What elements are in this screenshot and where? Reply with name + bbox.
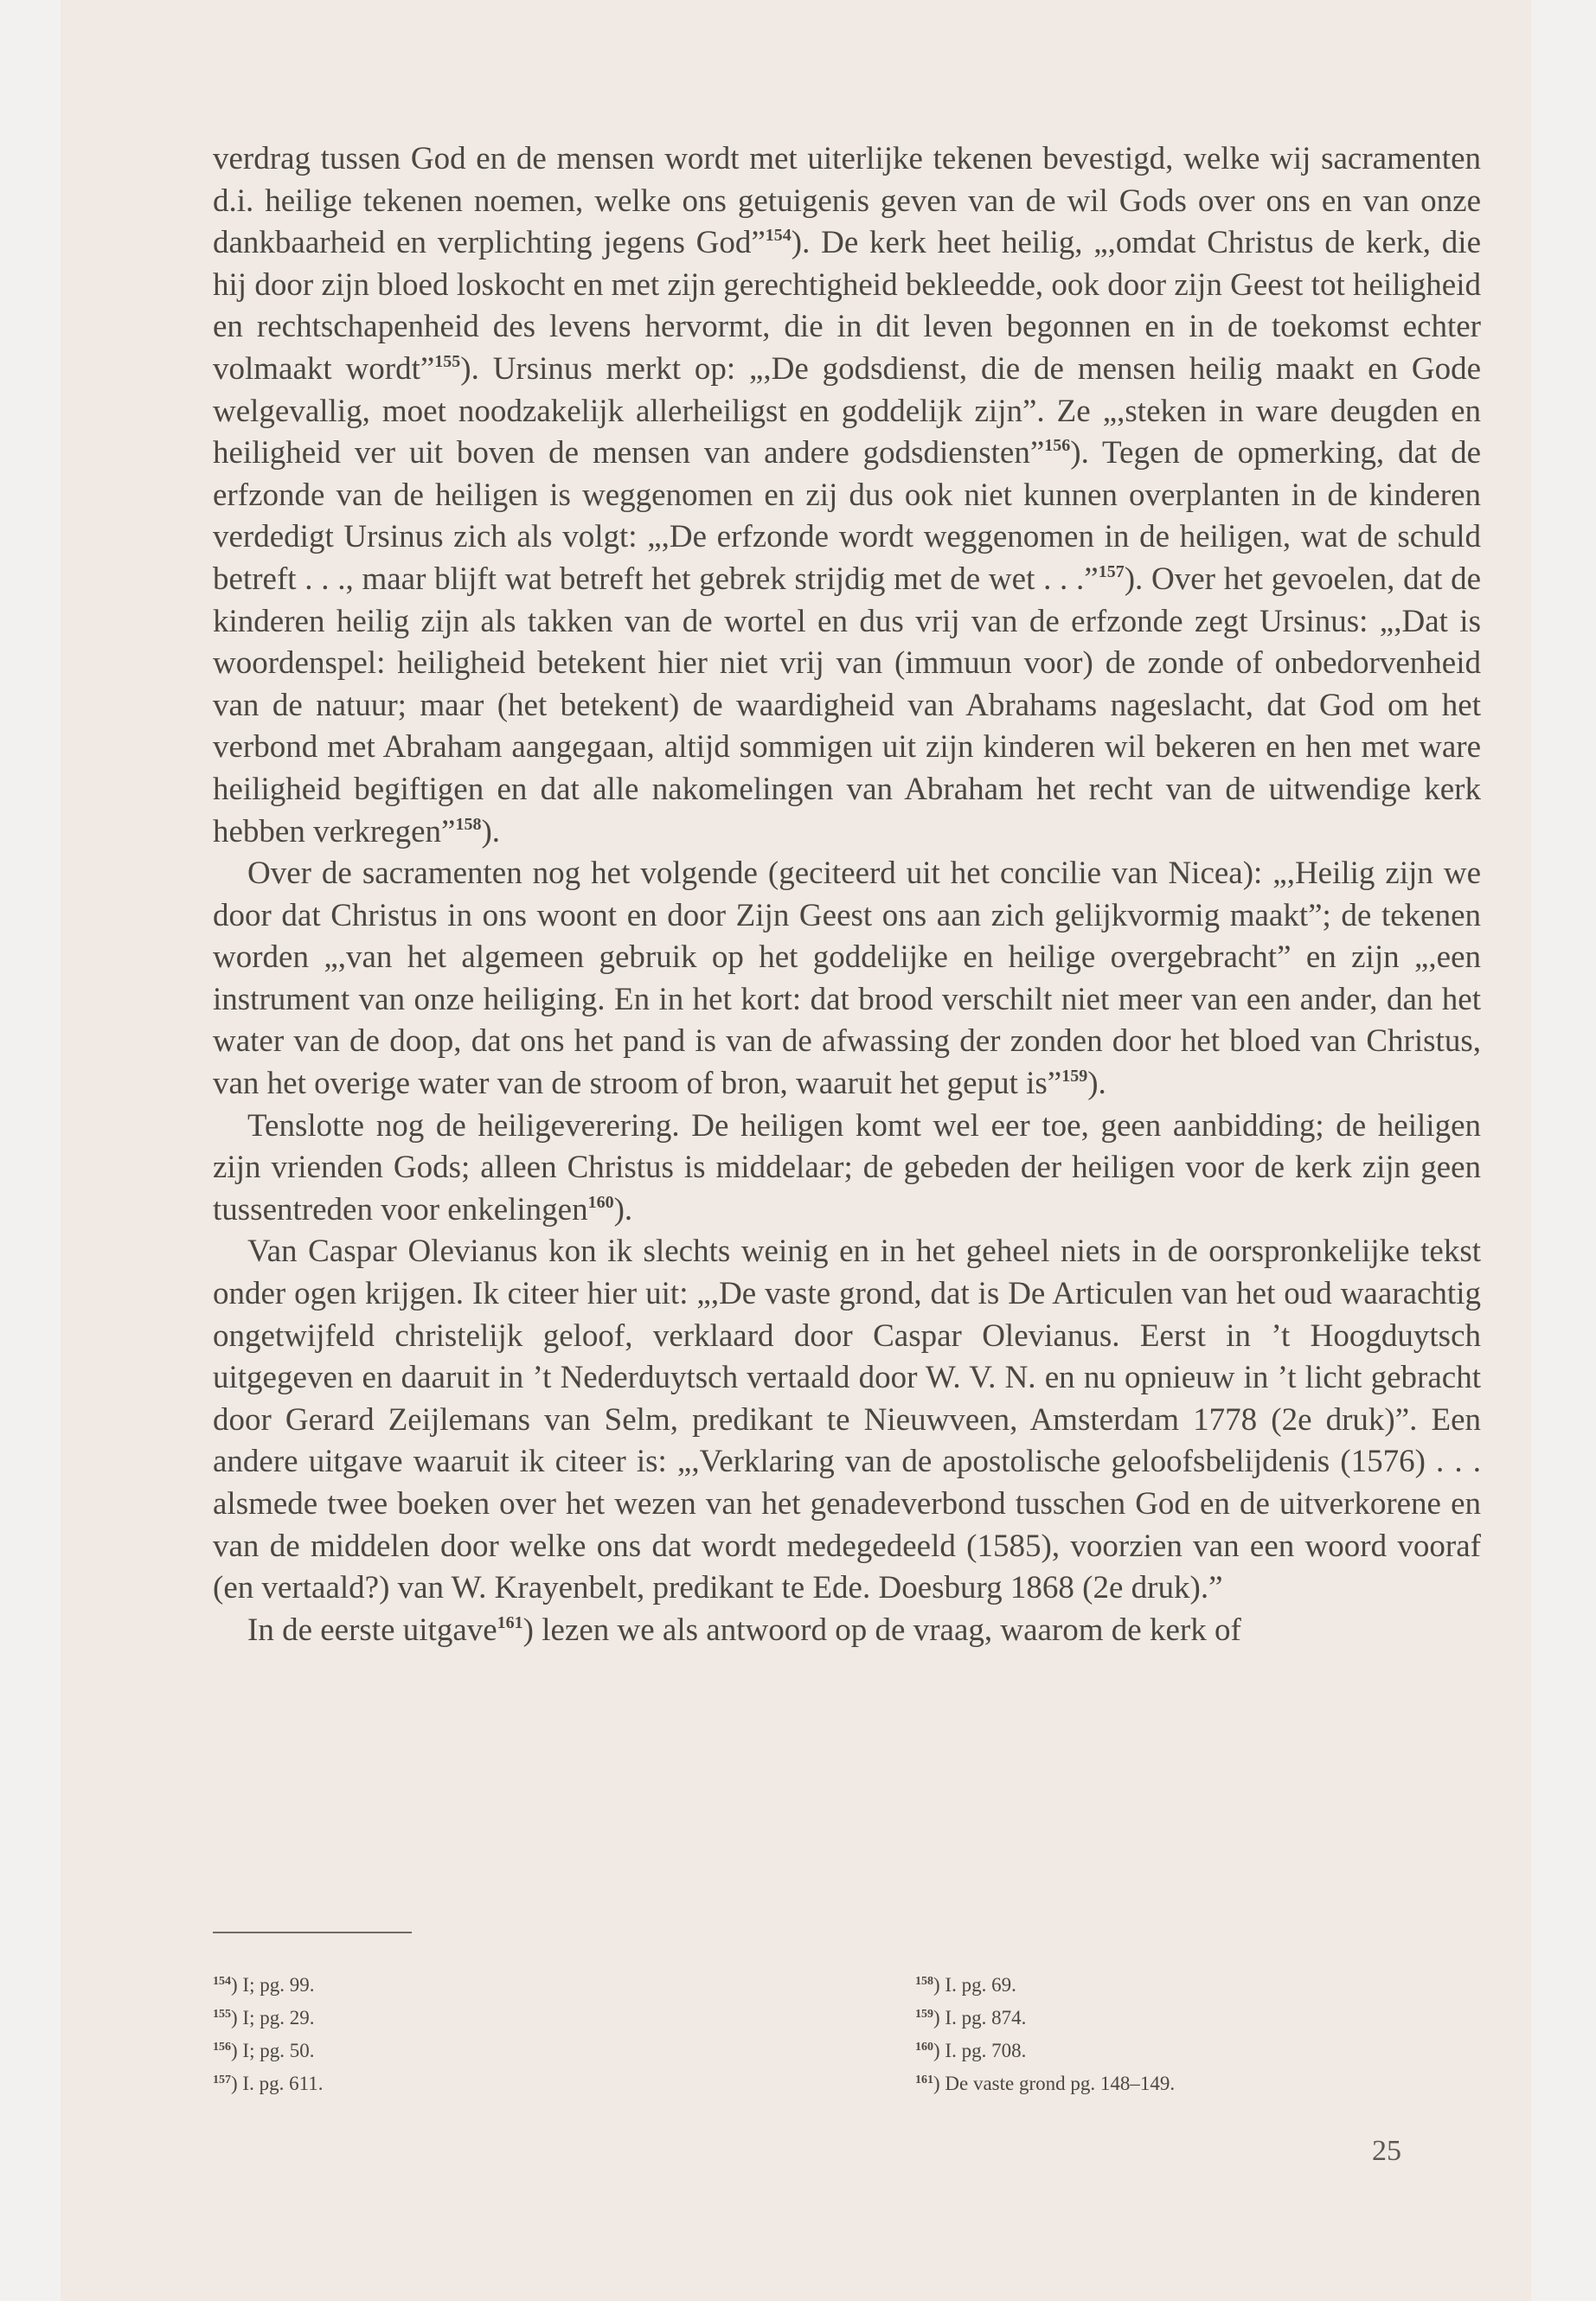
page-number: 25 [1372,2135,1401,2167]
paragraph-5: In de eerste uitgave$^{161}$) lezen we als antwoord op de vraag, waarom de kerk of [247,1612,1241,1648]
footnote: $^{156}$) I; pg. 50. [213,2040,315,2061]
footnote-ref: 159 [1061,1067,1088,1086]
footnote-ref: 161 [497,1612,523,1632]
footnote: $^{158}$) I. pg. 69. [915,1974,1016,1996]
paragraph-4: Van Caspar Olevianus kon ik slechts weinig en in het geheel niets in de oorspronkelijke tekst onder ogen krijgen. Ik citeer hier uit: „,De vaste grond, dat is De Articulen van het oud waarachtig ongetwijfeld christelijk geloof, verklaard door Caspar Olevianus. Eerst in ’t Hoogduytsch uitgegeven en daaruit in ’t Nederduytsch vertaald door W. V. N. en nu opnieuw in ’t licht gebracht door Gerard Zeijlemans van Selm, predikant te Nieuwveen, Amsterdam 1778 (2e druk)”. Een andere uitgave waaruit ik citeer is: „,Verklaring van de apostolische geloofsbelijdenis (1576) . . . alsmede twee boeken over het wezen van het genadeverbond tusschen God en de uitverkorene en van de middelen door welke ons dat wordt medegedeeld (1585), voorzien van een woord vooraf (en vertaald?) van W. Krayenbelt, predikant te Ede. Doesburg 1868 (2e druk).” [213,1234,1481,1606]
footnote: $^{159}$) I. pg. 874. [915,2007,1027,2029]
footnotes-right [915,1969,1400,2100]
footnotes-left [213,1969,697,2100]
book-page [61,0,1531,2301]
footnote: $^{157}$) I. pg. 611. [213,2073,324,2094]
footnote-ref: 160 [587,1192,614,1212]
paragraph-1: verdrag tussen God en de mensen wordt met uiterlijke tekenen bevestigd, welke wij sacramenten d.i. heilige tekenen noemen, welke ons getuigenis geven van de wil Gods over ons en van onze dankbaarheid en verplichting jegens God”$^{154}$). De kerk heet heilig, „,omdat Christus de kerk, die hij door zijn bloed loskocht en met zijn gerechtigheid bekleedde, ook door zijn Geest tot heiligheid en rechtschapenheid des levens hervormt, die in dit leven begonnen en in de toekomst echter volmaakt wordt”$^{155}$). Ursinus merkt op: „,De godsdienst, die de mensen heilig maakt en Gode welgevallig, moet noodzakelijk allerheiligst en goddelijk zijn”. Ze „,steken in ware deugden en heiligheid ver uit boven de mensen van andere godsdiensten”$^{156}$). Tegen de opmerking, dat de erfzonde van de heiligen is weggenomen en zij dus ook niet kunnen overplanten in de kinderen verdedigt Ursinus zich als volgt: „,De erfzonde wordt weggenomen in de heiligen, wat de schuld betreft . . ., maar blijft wat betreft het gebrek strijdig met de wet . . .”$^{157}$). Over het gevoelen, dat de kinderen heilig zijn als takken van de wortel en dus vrij van de erfzonde zegt Ursinus: „,Dat is woordenspel: heiligheid betekent hier niet vrij van (immuun voor) de zonde of onbedorvenheid van de natuur; maar (het betekent) de waardigheid van Abrahams nageslacht, dat God om het verbond met Abraham aangegaan, altijd sommigen uit zijn kinderen wil bekeren en hen met ware heiligheid begiftigen en dat alle nakomelingen van Abraham het recht van de uitwendige kerk hebben verkregen”$^{158}$). [213,141,1482,849]
footnote: $^{161}$) De vaste grond pg. 148–149. [915,2073,1176,2094]
footnote: $^{154}$) I; pg. 99. [213,1974,315,1996]
footnote-ref: 158 [455,814,482,834]
footnote: $^{160}$) I. pg. 708. [915,2040,1027,2061]
footnote-separator [213,1932,412,1933]
footnote-ref: 154 [765,226,792,246]
footnote-ref: 156 [1044,436,1071,456]
footnote-ref: 157 [1098,561,1125,581]
footnote: $^{155}$) I; pg. 29. [213,2007,315,2029]
paragraph-2: Over de sacramenten nog het volgende (geciteerd uit het concilie van Nicea): „,Heilig zijn we door dat Christus in ons woont en door Zijn Geest ons aan zich gelijkvormig maakt”; de tekenen worden „,van het algemeen gebruik op het goddelijke en heilige overgebracht” en zijn „,een instrument van onze heiliging. En in het kort: dat brood verschilt niet meer van een ander, dan het water van de doop, dat ons het pand is van de afwassing der zonden door het bloed van Christus, van het overige water van de stroom of bron, waaruit het geput is”$^{159}$). [213,856,1481,1102]
body-text [213,138,1481,1651]
paragraph-3: Tenslotte nog de heiligeverering. De heiligen komt wel eer toe, geen aanbidding; de heiligen zijn vrienden Gods; alleen Christus is middelaar; de gebeden der heiligen voor de kerk zijn geen tussentreden voor enkelingen$^{160}$). [213,1107,1481,1227]
footnote-ref: 155 [434,351,461,371]
